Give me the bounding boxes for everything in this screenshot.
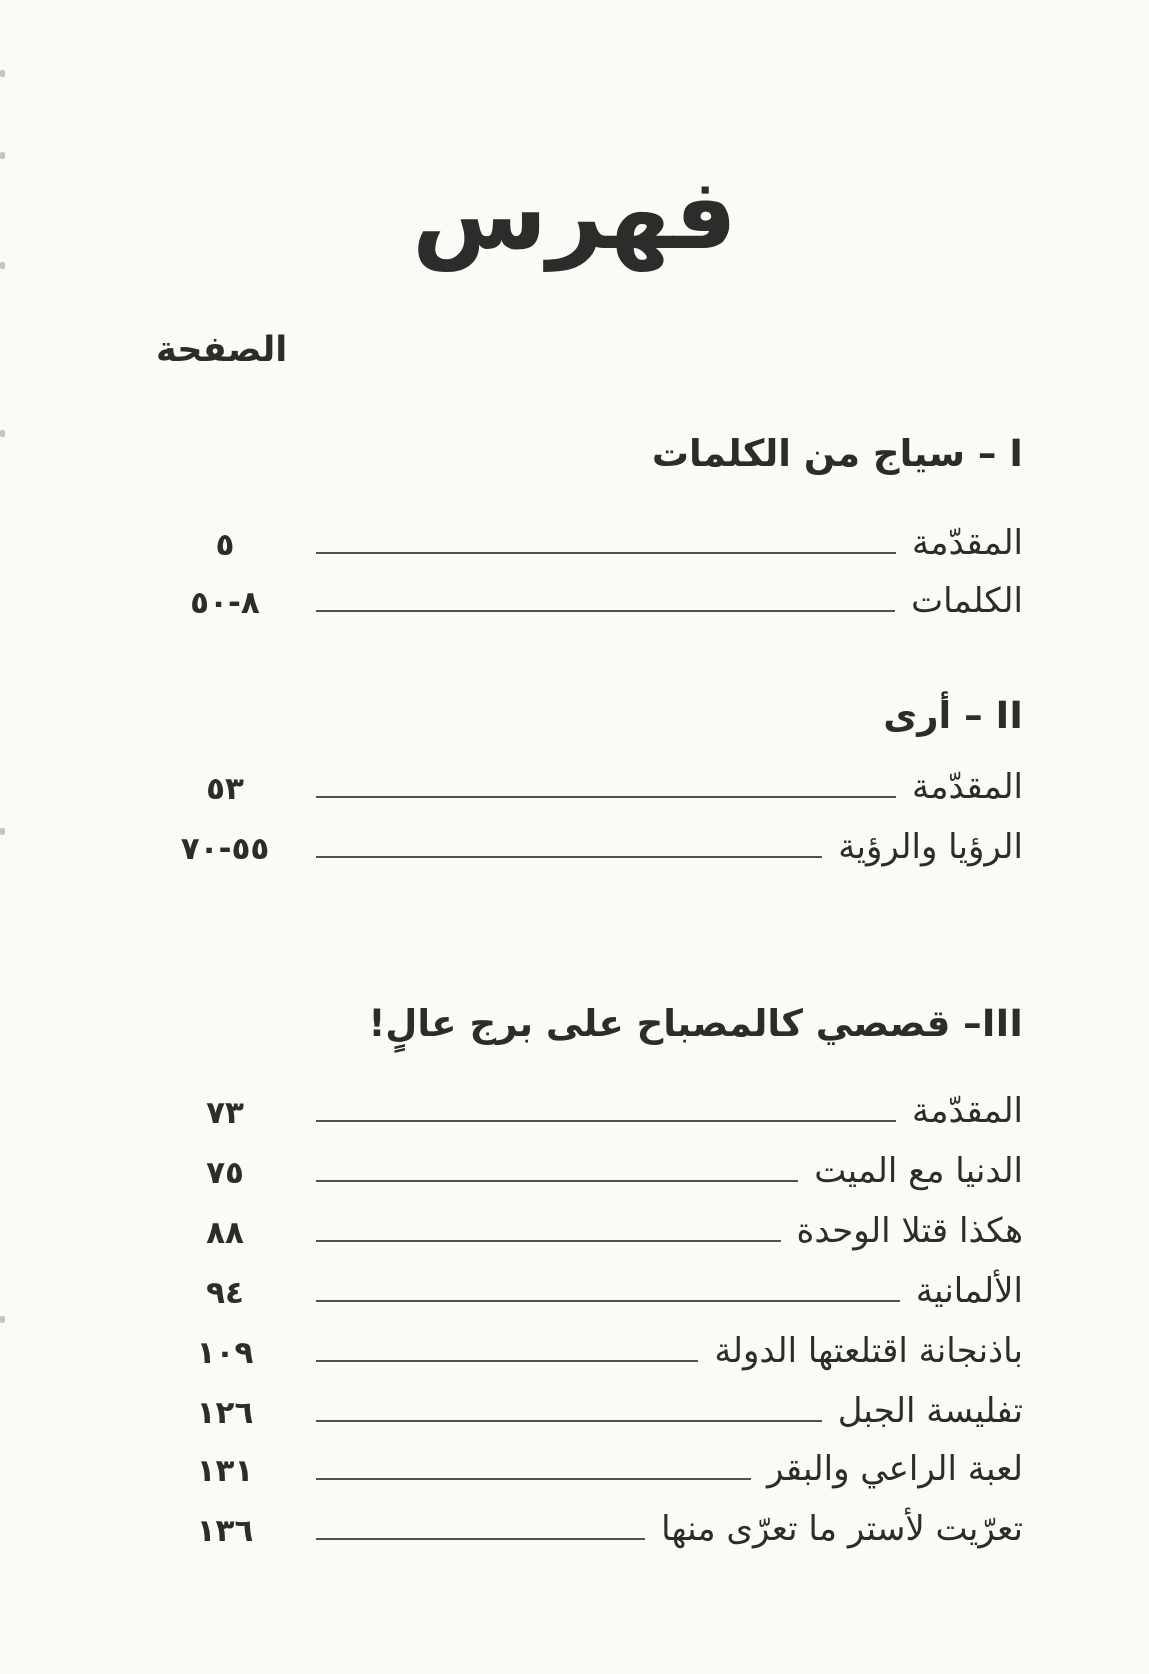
section-heading-3: III– قصصي كالمصباح على برج عالٍ! <box>368 1002 1023 1045</box>
page-column-header: الصفحة <box>156 330 288 370</box>
section-heading-2: II – أرى <box>883 694 1023 737</box>
toc-entry <box>150 762 1023 808</box>
entry-page-number: ١٠٩ <box>196 1334 254 1371</box>
entry-title: لعبة الراعي والبقر <box>767 1448 1023 1489</box>
entry-page-number: ٥٣ <box>206 770 244 807</box>
scan-speck <box>0 430 5 437</box>
entry-title: المقدّمة <box>912 766 1023 807</box>
toc-entry <box>150 576 1023 622</box>
leader-line <box>316 1180 798 1182</box>
entry-page-number: ٧٥ <box>206 1154 244 1191</box>
entry-title: هكذا قتلا الوحدة <box>796 1210 1023 1251</box>
entry-title: المقدّمة <box>912 522 1023 563</box>
leader-line <box>316 1300 900 1302</box>
entry-title: باذنجانة اقتلعتها الدولة <box>714 1330 1023 1371</box>
leader-line <box>316 1240 781 1242</box>
toc-entry <box>150 1266 1023 1312</box>
entry-page-number: ٩٤ <box>206 1274 244 1311</box>
toc-entry <box>150 1146 1023 1192</box>
toc-entry <box>150 1206 1023 1252</box>
entry-page-number: ٥٥-٧٠ <box>180 830 270 867</box>
leader-line <box>316 552 896 554</box>
leader-line <box>316 1420 822 1422</box>
entry-title: الألمانية <box>915 1270 1023 1311</box>
toc-entry <box>150 1444 1023 1490</box>
leader-line <box>316 1360 698 1362</box>
entry-title: تعرّيت لأستر ما تعرّى منها <box>661 1508 1023 1549</box>
leader-line <box>316 856 822 858</box>
scan-speck <box>0 1316 5 1323</box>
leader-line <box>316 610 895 612</box>
entry-page-number: ٨-٥٠ <box>190 584 260 621</box>
entry-page-number: ٧٣ <box>206 1094 244 1131</box>
toc-entry <box>150 1326 1023 1372</box>
entry-title: الدنيا مع الميت <box>814 1150 1023 1191</box>
entry-title: الكلمات <box>911 580 1023 621</box>
entry-page-number: ١٢٦ <box>196 1394 254 1431</box>
leader-line <box>316 1538 645 1540</box>
scan-speck <box>0 70 5 77</box>
toc-entry <box>150 1386 1023 1432</box>
entry-page-number: ١٣٦ <box>196 1512 254 1549</box>
leader-line <box>316 1120 896 1122</box>
toc-entry <box>150 1504 1023 1550</box>
scan-speck <box>0 828 5 835</box>
section-heading-1: I – سياج من الكلمات <box>651 432 1023 475</box>
toc-entry <box>150 822 1023 868</box>
entry-title: الرؤيا والرؤية <box>838 826 1023 867</box>
entry-page-number: ٥ <box>215 526 235 563</box>
entry-page-number: ١٣١ <box>196 1452 254 1489</box>
page-title: فهرس <box>411 158 738 272</box>
entry-title: تفليسة الجبل <box>837 1390 1023 1431</box>
entry-page-number: ٨٨ <box>206 1214 244 1251</box>
toc-entry <box>150 1086 1023 1132</box>
toc-entry <box>150 518 1023 564</box>
entry-title: المقدّمة <box>912 1090 1023 1131</box>
leader-line <box>316 1478 751 1480</box>
leader-line <box>316 796 896 798</box>
